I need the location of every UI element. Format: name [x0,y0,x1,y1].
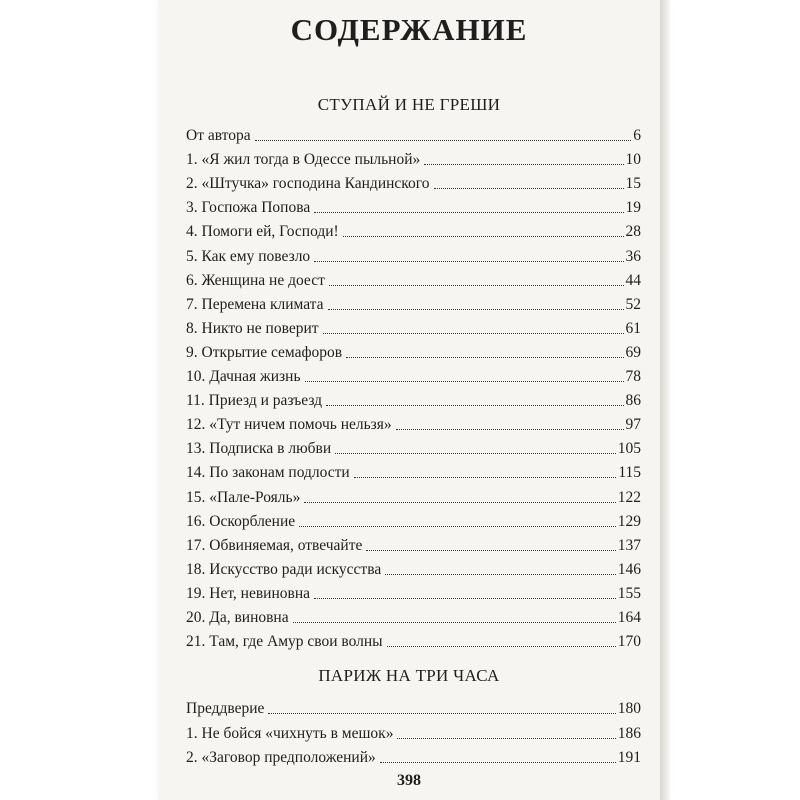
toc-entry [186,242,641,266]
toc-entry-page: 155 [617,584,641,602]
dot-leader [255,140,632,141]
toc-entry [186,555,641,579]
toc-entry-page: 52 [625,295,641,313]
dot-leader [293,622,616,623]
toc-entry-page: 186 [617,724,641,742]
toc-entry-title: 4. Помоги ей, Господи! [186,223,339,241]
toc-entry-title: 7. Перемена климата [186,295,324,313]
toc-entry [186,145,641,169]
toc-entry-page: 191 [617,749,641,766]
toc-entry [186,483,641,507]
toc-entry-title: 6. Женщина не доест [186,271,325,289]
toc-entry-page: 61 [625,319,641,337]
dot-leader [323,333,624,334]
toc-entry-page: 129 [617,512,641,530]
toc-entry-page: 10 [625,151,641,169]
toc-entry-page: 146 [617,560,641,578]
toc-entry-page: 137 [617,536,641,554]
toc-entry-title: 10. Дачная жизнь [186,368,301,385]
toc-entry-title: 2. «Штучка» господина Кандинского [186,175,430,193]
toc-entry [186,314,641,338]
dot-leader [329,285,624,286]
toc-entry [186,579,641,603]
toc-entry [186,338,641,362]
toc-entry-title: 3. Госпожа Попова [186,199,311,217]
toc-entry-page: 115 [618,464,641,482]
toc-entry [186,719,641,743]
toc-entry-title: 14. По законам подлости [186,464,350,482]
toc-entry-title: 8. Никто не поверит [186,319,319,337]
toc-entry [186,290,641,314]
toc-entry [186,266,641,290]
dot-leader [387,646,616,647]
toc-entry-title: 2. «Заговор предположений» [186,749,376,766]
toc-entry [186,458,641,482]
toc-entry [186,169,641,193]
toc-entry-page: 97 [625,416,641,434]
toc-entry [186,410,641,434]
dot-leader [335,453,616,454]
dot-leader [385,574,616,575]
toc-entry [186,627,641,651]
toc-entry-title: Преддверие [186,700,265,717]
toc-entry-page: 19 [625,199,641,217]
toc-entry [186,531,641,555]
toc-entry-page: 164 [617,609,641,626]
section-title: СТУПАЙ И НЕ ГРЕШИ [317,95,501,114]
dot-leader [299,526,616,527]
toc-entry-title: 17. Обвиняемая, отвечайте [186,536,363,554]
toc-entry-title: 18. Искусство ради искусства [186,560,382,578]
toc-entry-page: 170 [617,633,641,651]
toc-entry [186,217,641,241]
dot-leader [397,738,615,739]
toc-entry-title: 19. Нет, невиновна [186,584,311,602]
toc-entry-page: 180 [617,700,641,717]
dot-leader [305,381,624,382]
toc-entry [186,603,641,627]
toc-entry [186,434,641,458]
dot-leader [314,261,623,262]
toc-entry-title: 13. Подписка в любви [186,440,332,458]
toc-entry-title: 1. «Я жил тогда в Одессе пыльной» [186,151,421,169]
contents-heading: СОДЕРЖАНИЕ [290,12,528,47]
toc-entry [186,743,641,767]
dot-leader [434,188,624,189]
toc-entry-title: 16. Оскорбление [186,512,296,530]
toc-entry-title: 12. «Тут ничем помочь нельзя» [186,416,392,434]
toc-entry-title: 5. Как ему повезло [186,247,311,265]
dot-leader [326,405,623,406]
toc-entry-title: 9. Открытие семафоров [186,343,343,361]
dot-leader [396,429,624,430]
toc-entry [186,121,641,145]
toc-entry-page: 122 [617,488,641,506]
toc-entry-page: 15 [625,175,641,193]
toc-entry-page: 78 [625,368,641,385]
toc-entry-page: 28 [625,223,641,241]
toc-entry-title: 1. Не бойся «чихнуть в мешок» [186,724,394,742]
toc-entry-title: 15. «Пале-Рояль» [186,488,301,506]
page-number: 398 [397,772,421,789]
toc-entry-title: От автора [186,127,251,144]
dot-leader [354,477,617,478]
section-title: ПАРИЖ НА ТРИ ЧАСА [318,666,500,685]
toc-entry-page: 86 [625,392,641,410]
toc-entry [186,362,641,386]
dot-leader [424,164,623,165]
dot-leader [346,357,623,358]
toc-entry-page: 44 [625,271,641,289]
dot-leader [328,309,624,310]
toc-entry-page: 36 [625,247,641,265]
toc-entry-title: 11. Приезд и разъезд [186,392,323,410]
toc-entry-page: 105 [617,440,641,458]
dot-leader [343,236,624,237]
toc-entry-title: 20. Да, виновна [186,609,289,626]
dot-leader [268,713,615,714]
dot-leader [380,762,616,763]
toc-entry [186,507,641,531]
toc-entry [186,386,641,410]
toc-entry-title: 21. Там, где Амур свои волны [186,633,383,651]
toc-entry [186,694,641,718]
dot-leader [304,502,615,503]
book-page [158,0,660,800]
dot-leader [366,550,615,551]
toc-entry-page: 69 [625,343,641,361]
dot-leader [314,212,623,213]
dot-leader [314,598,616,599]
toc-entry-page: 6 [633,127,641,144]
toc-entry [186,193,641,217]
